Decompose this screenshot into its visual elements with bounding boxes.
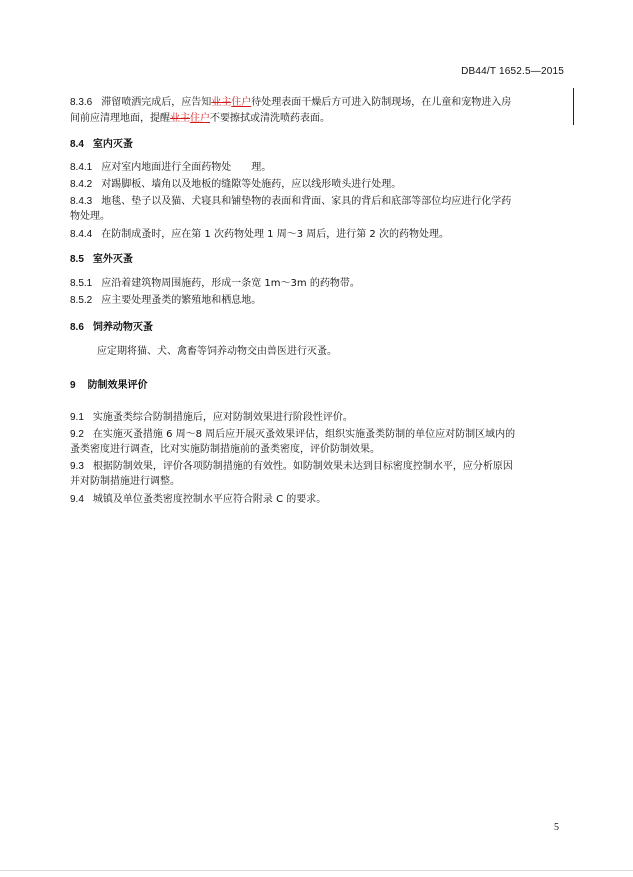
chapter-number: 9 bbox=[70, 380, 76, 391]
clause-number: 8.5.1 bbox=[70, 278, 93, 289]
clause-number: 8.4.2 bbox=[70, 179, 93, 190]
section-8-6-heading bbox=[70, 320, 153, 335]
clause-text: 不要擦拭或清洗喷药表面。 bbox=[210, 113, 330, 124]
deleted-text: 业主 bbox=[170, 113, 190, 124]
section-title: 室内灭蚤 bbox=[92, 139, 133, 150]
document-id-header: DB44/T 1652.5—2015 bbox=[461, 66, 564, 77]
clause-9-3-line-1 bbox=[70, 459, 513, 474]
clause-8-5-2 bbox=[70, 293, 261, 308]
clause-text: 对踢脚板、墙角以及地板的缝隙等处施药，应以线形喷头进行处理。 bbox=[101, 179, 402, 190]
revision-bar bbox=[573, 88, 574, 125]
clause-8-4-3-line-1 bbox=[70, 194, 511, 209]
clause-text: 滞留喷洒完成后，应告知 bbox=[101, 97, 212, 108]
clause-text: 应对室内地面进行全面药物处 理。 bbox=[101, 162, 272, 173]
clause-text: 在防制成蚤时，应在第 1 次药物处理 1 周～3 周后，进行第 2 次的药物处理。 bbox=[101, 229, 449, 240]
paragraph-text: 应定期将猫、犬、禽畜等饲养动物交由兽医进行灭蚤。 bbox=[97, 346, 337, 357]
section-8-5-heading bbox=[70, 252, 133, 267]
clause-number: 8.3.6 bbox=[70, 97, 93, 108]
clause-9-4 bbox=[70, 492, 326, 507]
deleted-text: 业主 bbox=[211, 97, 232, 108]
clause-8-3-6-line-1 bbox=[70, 95, 511, 110]
section-8-4-heading bbox=[70, 137, 133, 152]
chapter-title: 防制效果评价 bbox=[87, 380, 148, 391]
clause-number: 9.2 bbox=[70, 429, 84, 440]
clause-8-4-2 bbox=[70, 177, 401, 192]
clause-text: 并对防制措施进行调整。 bbox=[70, 476, 180, 487]
clause-text: 物处理。 bbox=[70, 211, 110, 222]
clause-9-2-line-1 bbox=[70, 427, 515, 442]
clause-8-5-1 bbox=[70, 276, 360, 291]
clause-9-2-line-2 bbox=[70, 442, 380, 457]
clause-text: 实施蚤类综合防制措施后，应对防制效果进行阶段性评价。 bbox=[92, 412, 353, 423]
inserted-text: 住户 bbox=[231, 97, 252, 108]
clause-number: 9.4 bbox=[70, 494, 84, 505]
clause-8-4-3-line-2 bbox=[70, 209, 110, 224]
section-number: 8.6 bbox=[70, 322, 84, 333]
section-title: 饲养动物灭蚤 bbox=[92, 322, 153, 333]
clause-text: 蚤类密度进行调查，比对实施防制措施前的蚤类密度，评价防制效果。 bbox=[70, 444, 380, 455]
clause-8-4-1 bbox=[70, 160, 271, 175]
clause-text: 地毯、垫子以及猫、犬寝具和铺垫物的表面和背面、家具的背后和底部等部位均应进行化学药 bbox=[101, 196, 512, 207]
clause-text: 间前应清理地面，提醒 bbox=[70, 113, 170, 124]
clause-text: 在实施灭蚤措施 6 周～8 周后应开展灭蚤效果评估，组织实施蚤类防制的单位应对防制区域内的 bbox=[92, 429, 516, 440]
clause-text: 城镇及单位蚤类密度控制水平应符合附录 C 的要求。 bbox=[92, 494, 327, 505]
section-title: 室外灭蚤 bbox=[92, 254, 133, 265]
clause-number: 8.4.3 bbox=[70, 196, 93, 207]
inserted-text: 住户 bbox=[190, 113, 210, 124]
page-edge bbox=[0, 870, 633, 871]
clause-9-1 bbox=[70, 410, 353, 425]
page-number: 5 bbox=[554, 822, 559, 833]
clause-number: 8.4.4 bbox=[70, 229, 93, 240]
clause-8-4-4 bbox=[70, 227, 449, 242]
clause-9-3-line-2 bbox=[70, 474, 180, 489]
section-number: 8.5 bbox=[70, 254, 84, 265]
clause-8-3-6-line-2 bbox=[70, 111, 330, 126]
clause-number: 8.5.2 bbox=[70, 295, 93, 306]
clause-text: 根据防制效果，评价各项防制措施的有效性。如防制效果未达到目标密度控制水平，应分析原因 bbox=[92, 461, 513, 472]
chapter-9-heading bbox=[70, 378, 148, 393]
section-8-6-paragraph bbox=[97, 344, 337, 359]
clause-text: 应主要处理蚤类的繁殖地和栖息地。 bbox=[101, 295, 262, 306]
clause-text: 待处理表面干燥后方可进入防制现场，在儿童和宠物进入房 bbox=[251, 97, 512, 108]
clause-number: 9.1 bbox=[70, 412, 84, 423]
section-number: 8.4 bbox=[70, 139, 84, 150]
clause-number: 8.4.1 bbox=[70, 162, 93, 173]
clause-number: 9.3 bbox=[70, 461, 84, 472]
clause-text: 应沿着建筑物周围施药，形成一条宽 1m～3m 的药物带。 bbox=[101, 278, 360, 289]
